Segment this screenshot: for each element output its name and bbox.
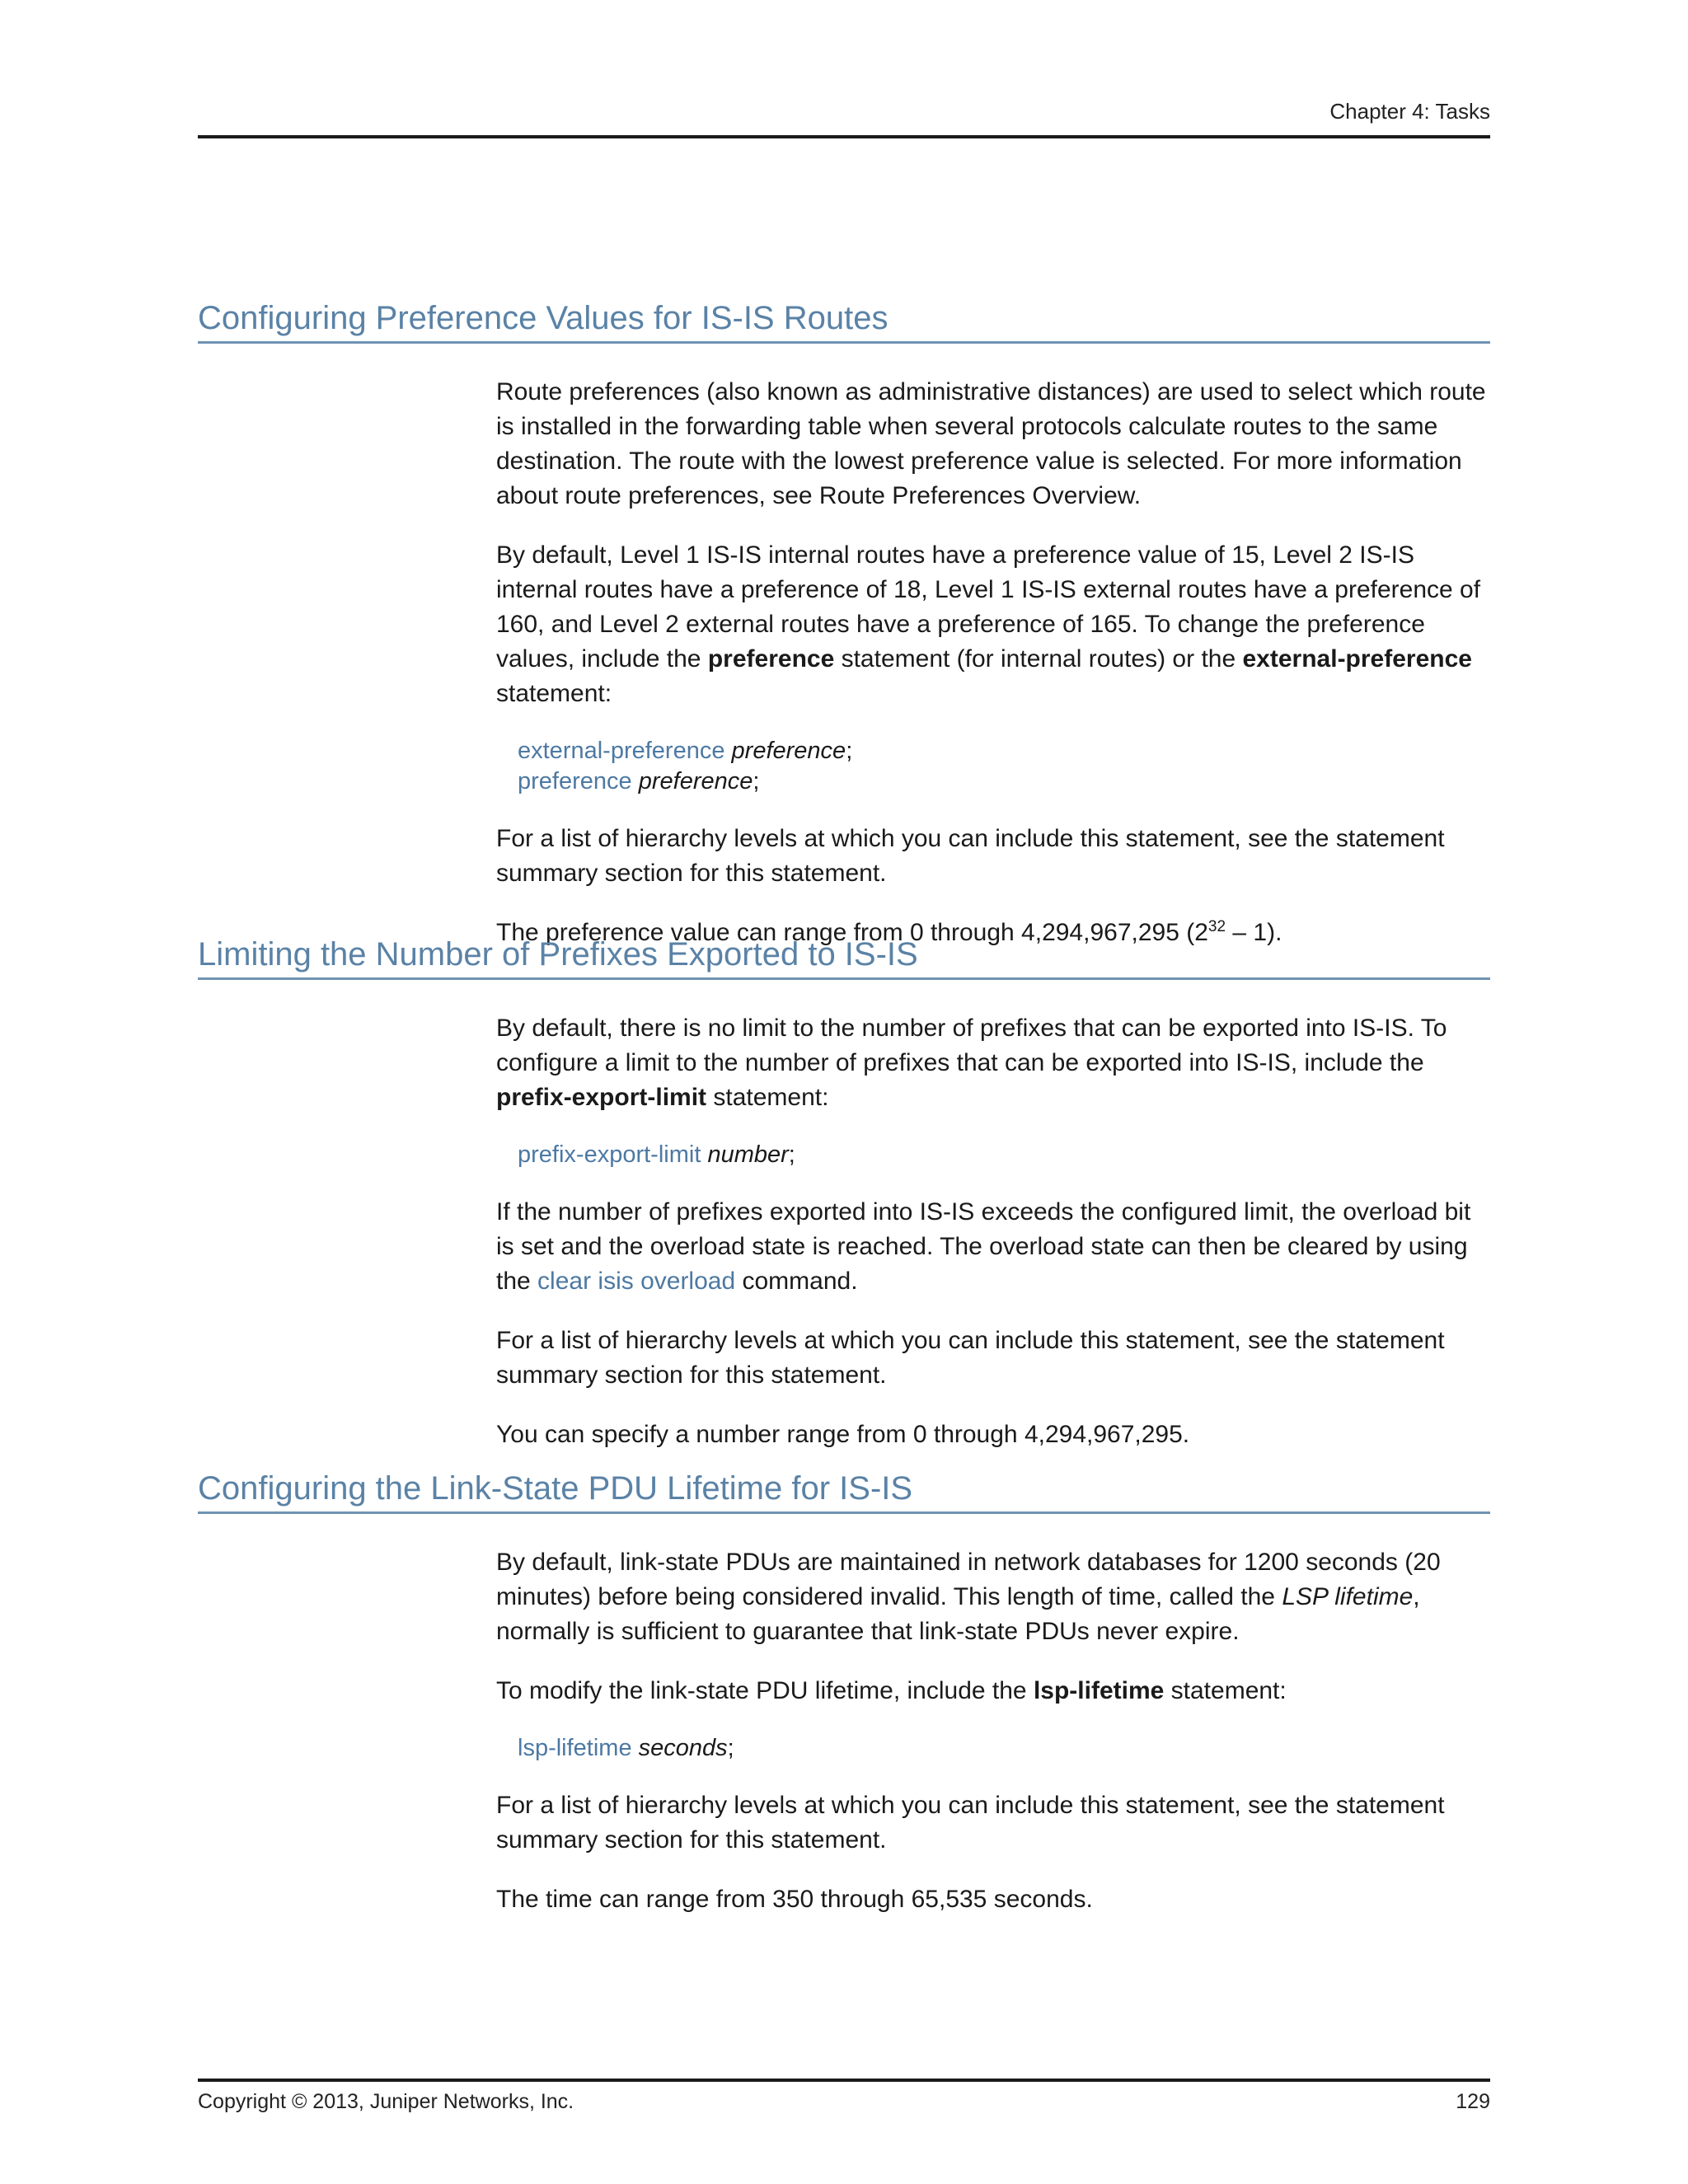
paragraph	[496, 1011, 1490, 1115]
term-lsp-lifetime: LSP lifetime	[1282, 1583, 1414, 1610]
paragraph	[496, 1545, 1490, 1649]
text-run: command.	[735, 1268, 858, 1295]
paragraph: You can specify a number range from 0 through 4,294,967,295.	[496, 1421, 1190, 1448]
section-title: Limiting the Number of Prefixes Exported to IS-IS	[198, 933, 1490, 980]
code-block	[518, 1733, 1490, 1764]
text-run: By default, there is no limit to the number of prefixes that can be exported into IS-IS. To configure a limit to the number of prefixes that can be exported into IS-IS, include the	[496, 1015, 1447, 1076]
preference-link[interactable]: preference	[518, 768, 632, 794]
paragraph	[496, 1195, 1490, 1299]
code-terminator: ;	[788, 1141, 795, 1168]
paragraph: For a list of hierarchy levels at which you can include this statement, see the statement summary section for this statement.	[496, 825, 1445, 887]
code-argument: number	[707, 1141, 789, 1168]
lsp-lifetime-link[interactable]: lsp-lifetime	[518, 1735, 632, 1761]
code-block	[518, 736, 1490, 797]
code-argument: preference	[731, 738, 846, 764]
text-run: statement:	[496, 680, 612, 707]
section-preference-values	[198, 297, 1490, 950]
text-run: statement:	[706, 1084, 829, 1111]
page-number: 129	[1456, 2090, 1490, 2113]
text-run: statement:	[1164, 1677, 1287, 1704]
text-run: , normally is sufficient to guarantee that link-state PDUs never expire.	[496, 1583, 1420, 1645]
text-run: To modify the link-state PDU lifetime, include the	[496, 1677, 1034, 1704]
paragraph: The time can range from 350 through 65,535 seconds.	[496, 1886, 1093, 1913]
page-footer	[198, 2079, 1490, 2113]
paragraph	[496, 538, 1490, 711]
chapter-label: Chapter 4: Tasks	[1329, 99, 1490, 124]
keyword-lsp-lifetime: lsp-lifetime	[1033, 1677, 1165, 1704]
keyword-external-preference: external-preference	[1242, 645, 1472, 673]
copyright: Copyright © 2013, Juniper Networks, Inc.	[198, 2090, 574, 2113]
code-argument: seconds	[638, 1735, 728, 1761]
code-terminator: ;	[846, 738, 853, 764]
section-prefix-export-limit	[198, 933, 1490, 1452]
section-body	[496, 1011, 1490, 1452]
code-line	[518, 1140, 1490, 1170]
prefix-export-limit-link[interactable]: prefix-export-limit	[518, 1141, 701, 1168]
section-title: Configuring the Link-State PDU Lifetime for IS-IS	[198, 1467, 1490, 1514]
paragraph: For a list of hierarchy levels at which you can include this statement, see the statement summary section for this statement.	[496, 1327, 1445, 1389]
section-title: Configuring Preference Values for IS-IS Routes	[198, 297, 1490, 344]
keyword-prefix-export-limit: prefix-export-limit	[496, 1084, 707, 1111]
section-lsp-lifetime	[198, 1467, 1490, 1917]
section-body	[496, 1545, 1490, 1917]
text-run: By default, link-state PDUs are maintained in network databases for 1200 seconds (20 minutes) before being considered invalid. This length of time, called the	[496, 1549, 1441, 1610]
clear-isis-overload-link[interactable]: clear isis overload	[537, 1268, 736, 1295]
text-run: statement (for internal routes) or the	[834, 645, 1243, 673]
page-header	[198, 99, 1490, 138]
paragraph: For a list of hierarchy levels at which you can include this statement, see the statement summary section for this statement.	[496, 1792, 1445, 1854]
text-run: By default, Level 1 IS-IS internal routes have a preference value of 15, Level 2 IS-IS internal routes have a preference of 18, Level 1 IS-IS external routes have a preference of 160, and Level 2 external routes have a preference of 165. To change the preference values, include the	[496, 541, 1481, 673]
paragraph	[496, 1674, 1490, 1708]
text-run: If the number of prefixes exported into IS-IS exceeds the configured limit, the overload bit is set and the overload state is reached. The overload state can then be cleared by using the	[496, 1198, 1471, 1295]
code-block	[518, 1140, 1490, 1170]
text-run: The preference value can range from 0 through 4,294,967,295 (2	[496, 919, 1208, 946]
code-line	[518, 766, 1490, 797]
code-terminator: ;	[753, 768, 760, 794]
code-line	[518, 1733, 1490, 1764]
superscript: 32	[1207, 918, 1226, 935]
code-terminator: ;	[727, 1735, 734, 1761]
section-body	[496, 375, 1490, 950]
text-run: – 1).	[1226, 919, 1282, 946]
paragraph: Route preferences (also known as administrative distances) are used to select which route is installed in the forwarding table when several protocols calculate routes to the same destination. The route with the lowest preference value is selected. For more information about route preferences, see Route Preferences Overview.	[496, 378, 1486, 509]
external-preference-link[interactable]: external-preference	[518, 738, 725, 764]
code-line	[518, 736, 1490, 766]
keyword-preference: preference	[707, 645, 835, 673]
code-argument: preference	[638, 768, 753, 794]
